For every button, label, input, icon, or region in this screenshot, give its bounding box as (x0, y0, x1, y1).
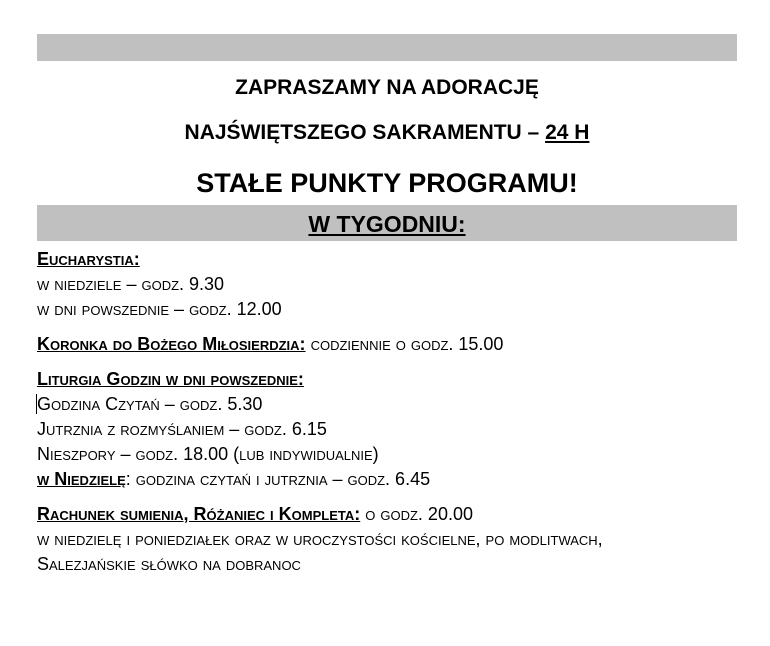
title-hours: 24 H (545, 121, 590, 144)
rachunek-note-line-2: Salezjańskie słówko na dobranoc (37, 554, 301, 574)
eucharystia-sunday: w niedziele – godz. 9.30 (37, 274, 225, 294)
title-line-3: STAŁE PUNKTY PROGRAMU! (196, 168, 578, 198)
title-line-2 (37, 120, 737, 146)
top-gray-bar (37, 34, 737, 61)
koronka-text: codziennie o godz. 15.00 (305, 334, 504, 354)
liturgia-sunday-line (37, 467, 737, 492)
koronka-line (37, 332, 737, 357)
rachunek-text: o godz. 20.00 (360, 504, 473, 524)
eucharystia-heading: Eucharystia: (37, 249, 140, 269)
eucharystia-weekdays: w dni powszednie – godz. 12.00 (37, 299, 282, 319)
liturgia-sunday-heading: w Niedzielę (37, 469, 126, 489)
title-line-2-main: NAJŚWIĘTSZEGO SAKRAMENTU – (184, 121, 546, 144)
title-line-1: ZAPRASZAMY NA ADORACJĘ (235, 76, 539, 99)
liturgia-heading: Liturgia Godzin w dni powszednie: (37, 369, 304, 389)
koronka-heading: Koronka do Bożego Miłosierdzia: (37, 334, 306, 354)
liturgia-item-jutrznia: Jutrznia z rozmyślaniem – godz. 6.15 (37, 419, 327, 439)
document-page (37, 34, 737, 577)
liturgia-item-nieszpory: Nieszpory – godz. 18.00 (lub indywidualnie) (37, 444, 379, 464)
liturgia-heading-line (37, 367, 737, 392)
rachunek-line (37, 502, 737, 527)
week-heading: W TYGODNIU: (308, 211, 466, 237)
rachunek-heading: Rachunek sumienia, Różaniec i Kompleta: (37, 504, 361, 524)
liturgia-item-0-text: Godzina Czytań – godz. 5.30 (37, 394, 263, 414)
rachunek-note-line-1: w niedzielę i poniedziałek oraz w uroczystości kościelne, po modlitwach, (37, 529, 603, 549)
eucharystia-heading-line (37, 247, 737, 272)
liturgia-sunday-text: : godzina czytań i jutrznia – godz. 6.45 (125, 469, 431, 489)
week-heading-bar (37, 205, 737, 241)
liturgia-item-godzina-czytan (37, 392, 737, 417)
